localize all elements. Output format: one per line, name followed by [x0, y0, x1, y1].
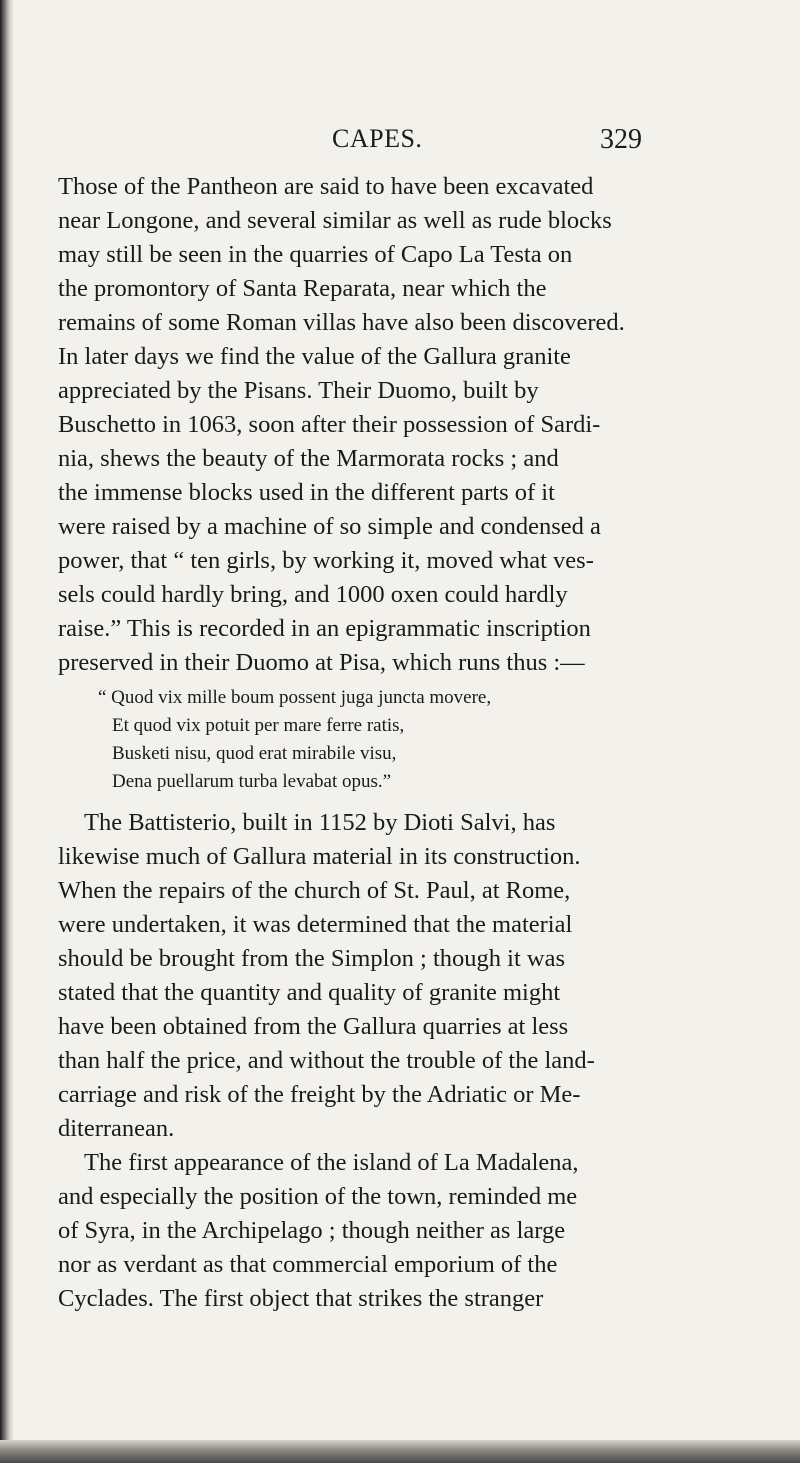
running-head: CAPES. — [332, 124, 423, 153]
page-bottom-edge — [0, 1440, 800, 1463]
text-line: likewise much of Gallura material in its construction. — [58, 843, 581, 870]
text-line: near Longone, and several similar as well as rude blocks — [58, 207, 612, 234]
text-line: raise.” This is recorded in an epigrammatic inscription — [58, 615, 591, 642]
text-line: The Battisterio, built in 1152 by Dioti Salvi, has — [84, 809, 556, 836]
text-line: appreciated by the Pisans. Their Duomo, built by — [58, 377, 539, 404]
text-line: The first appearance of the island of La Madalena, — [84, 1149, 579, 1176]
text-line: carriage and risk of the freight by the Adriatic or Me- — [58, 1081, 581, 1108]
text-line: nia, shews the beauty of the Marmorata rocks ; and — [58, 445, 559, 472]
text-line: Those of the Pantheon are said to have been excavated — [58, 173, 594, 200]
quote-line: Et quod vix potuit per mare ferre ratis, — [112, 715, 405, 736]
text-line: were raised by a machine of so simple and condensed a — [58, 513, 601, 540]
text-line: sels could hardly bring, and 1000 oxen could hardly — [58, 581, 568, 608]
page-number: 329 — [600, 124, 642, 155]
text-line: power, that “ ten girls, by working it, moved what ves- — [58, 547, 594, 574]
text-line: When the repairs of the church of St. Paul, at Rome, — [58, 877, 571, 904]
text-line: Buschetto in 1063, soon after their possession of Sardi- — [58, 411, 601, 438]
text-line: and especially the position of the town, reminded me — [58, 1183, 578, 1210]
text-line: may still be seen in the quarries of Capo La Testa on — [58, 241, 573, 268]
text-line: should be brought from the Simplon ; though it was — [58, 945, 565, 972]
text-line: have been obtained from the Gallura quarries at less — [58, 1013, 569, 1040]
text-line: In later days we find the value of the Gallura granite — [58, 343, 571, 370]
binding-shadow — [0, 0, 14, 1463]
text-line: than half the price, and without the trouble of the land- — [58, 1047, 595, 1074]
text-line: stated that the quantity and quality of granite might — [58, 979, 561, 1006]
text-line: Cyclades. The first object that strikes the stranger — [58, 1285, 544, 1312]
text-line: preserved in their Duomo at Pisa, which runs thus :— — [58, 649, 585, 676]
text-line: remains of some Roman villas have also been discovered. — [58, 309, 625, 336]
text-line: nor as verdant as that commercial emporium of the — [58, 1251, 558, 1278]
quote-line: Busketi nisu, quod erat mirabile visu, — [112, 743, 397, 764]
text-line: the promontory of Santa Reparata, near which the — [58, 275, 547, 302]
quote-line: Dena puellarum turba levabat opus.” — [112, 771, 392, 792]
text-line: were undertaken, it was determined that the material — [58, 911, 573, 938]
text-line: the immense blocks used in the different parts of it — [58, 479, 555, 506]
quote-line: “ Quod vix mille boum possent juga juncta movere, — [98, 687, 492, 708]
text-line: diterranean. — [58, 1115, 175, 1142]
page-header — [0, 124, 800, 160]
text-line: of Syra, in the Archipelago ; though neither as large — [58, 1217, 566, 1244]
